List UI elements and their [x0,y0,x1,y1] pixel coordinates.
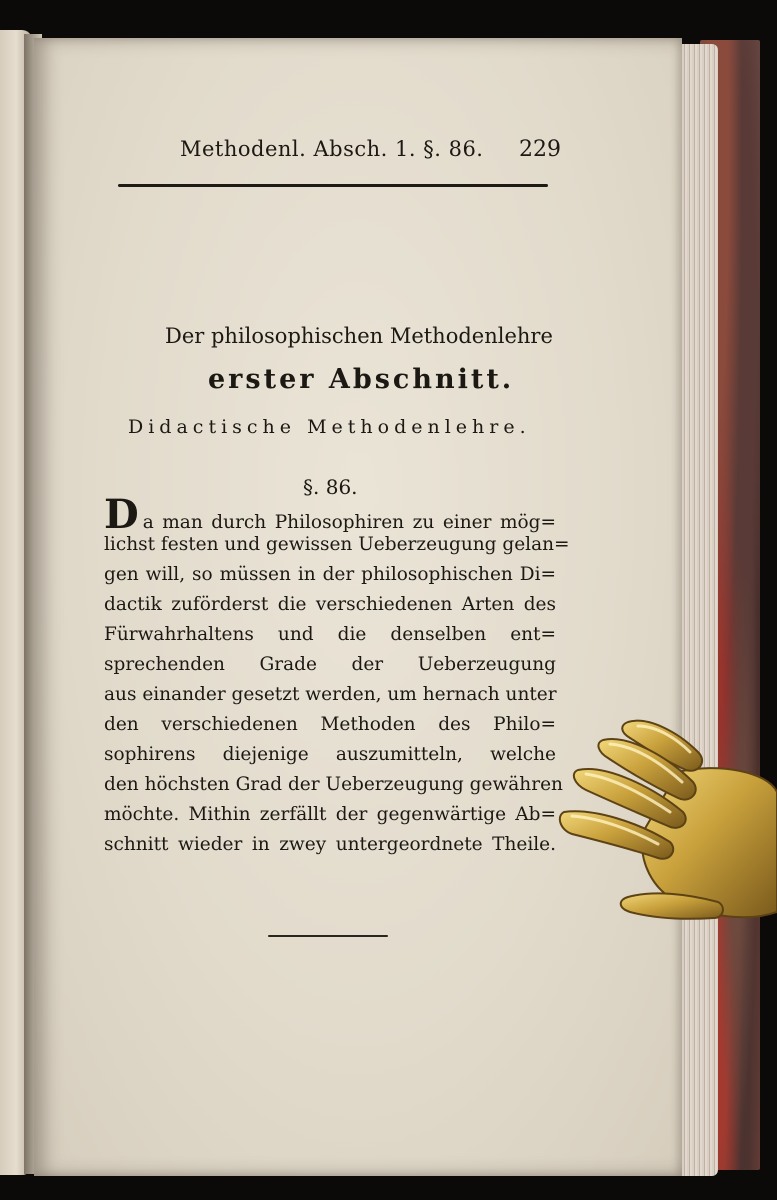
body-line: schnitt wieder in zwey untergeordnete Theile. [104,834,556,855]
drop-cap: D [104,491,139,538]
body-line-text: a man durch Philosophiren zu einer mög= [142,512,556,533]
running-head: Methodenl. Absch. 1. §. 86. [180,137,484,161]
body-line: dactik zuförderst die verschiedenen Arten des [104,594,556,615]
body-line: lichst festen und gewissen Ueberzeugung gelan= [104,534,570,555]
body-line: gen will, so müssen in der philosophischen Di= [104,564,556,585]
section-title-line-1: Der philosophischen Methodenlehre [165,324,553,348]
body-line: Fürwahrhaltens und die denselben ent= [104,624,556,645]
header-rule [118,184,548,187]
section-title-line-2: erster Abschnitt. [208,364,515,395]
end-rule [268,935,388,937]
body-line: aus einander gesetzt werden, um hernach unter [104,684,557,705]
body-line: den höchsten Grad der Ueberzeugung gewähren [104,774,563,795]
page-number: 229 [519,137,561,162]
body-line: den verschiedenen Methoden des Philo= [104,714,556,735]
body-line: sprechenden Grade der Ueberzeugung [104,654,556,675]
paragraph-number: §. 86. [303,475,358,499]
body-line: möchte. Mithin zerfällt der gegenwärtige Ab= [104,804,556,825]
body-line: sophirens diejenige auszumitteln, welche [104,744,556,765]
body-line [104,491,556,538]
body-text [104,491,570,860]
brass-hand-icon [558,712,777,927]
section-title-line-3: Didactische Methodenlehre. [128,416,531,438]
